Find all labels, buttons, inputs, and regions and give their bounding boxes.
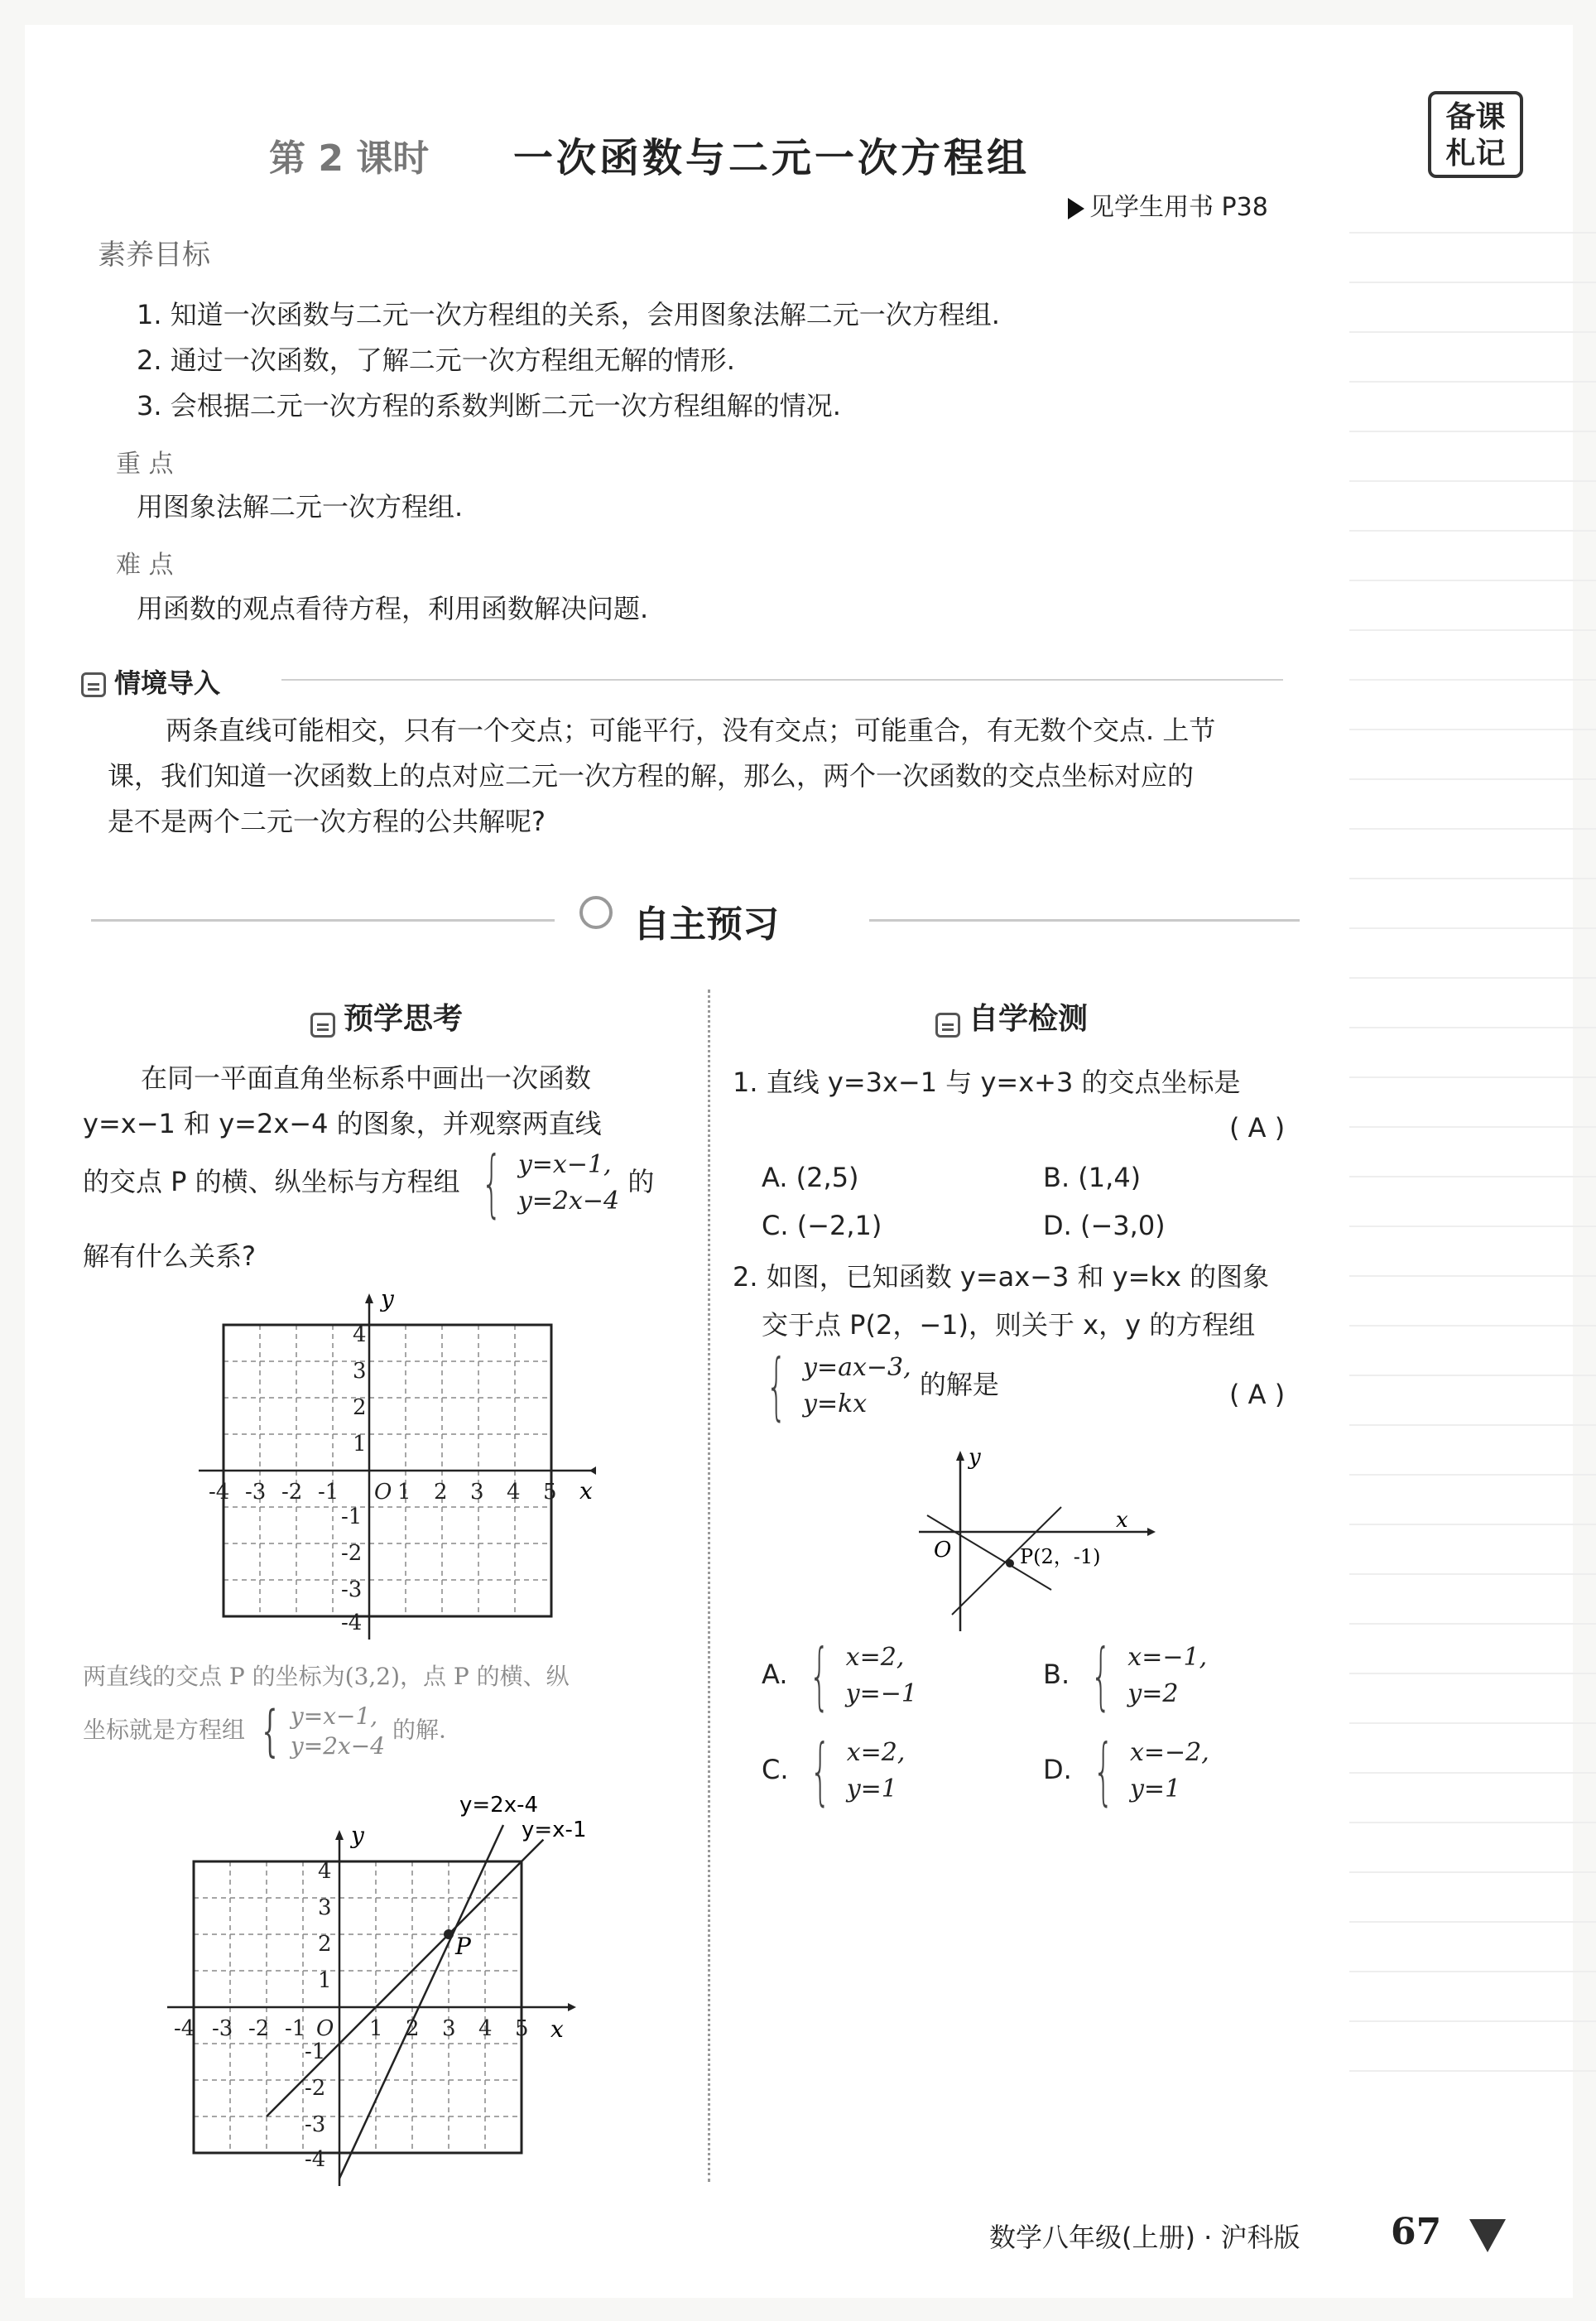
option-label: B. <box>1043 1659 1070 1690</box>
goal-item-1: 1. 知道一次函数与二元一次方程组的关系，会用图象法解二元一次方程组. <box>137 299 1000 330</box>
q2-option-a <box>762 1633 917 1718</box>
x-tick: -1 <box>285 2016 306 2041</box>
y-tick: -2 <box>305 2076 326 2101</box>
right-subtitle <box>935 995 1088 1038</box>
solution-graph <box>132 1789 596 2211</box>
x-tick: 1 <box>369 2016 383 2041</box>
q1-option-d: D. (−3,0) <box>1043 1210 1166 1241</box>
y-tick: 2 <box>353 1395 367 1420</box>
line-label-1: y=2x-4 <box>459 1793 539 1818</box>
x-axis-arrow-icon <box>568 2003 576 2011</box>
corner-arrow-icon <box>1469 2219 1506 2252</box>
x-tick: 5 <box>543 1480 557 1505</box>
column-divider <box>708 990 710 2182</box>
system-eq-1: y=x−1, <box>517 1150 612 1179</box>
y-tick: 1 <box>353 1432 367 1457</box>
answer-line-2a: 坐标就是方程组 <box>83 1716 246 1744</box>
left-question-line-3 <box>83 1140 655 1226</box>
y-tick: 3 <box>353 1359 367 1384</box>
option-eq-2: y=2 <box>1127 1679 1179 1708</box>
system-eq-2: y=2x−4 <box>517 1187 620 1216</box>
y-tick: -3 <box>305 2112 326 2137</box>
x-tick: 4 <box>478 2016 493 2041</box>
y-tick: 3 <box>318 1895 332 1920</box>
y-tick: 4 <box>353 1322 367 1347</box>
lesson-number: 第 2 课时 <box>269 137 430 180</box>
y-tick: 2 <box>318 1932 332 1957</box>
q2-line-3 <box>753 1343 999 1428</box>
equation-system <box>469 1140 620 1226</box>
goals-heading: 素养目标 <box>98 238 210 272</box>
y-axis-label: y <box>381 1285 394 1312</box>
answer-line-2 <box>83 1699 446 1763</box>
x-tick: 2 <box>406 2016 420 2041</box>
x-tick: -2 <box>248 2016 270 2041</box>
notebook-icon <box>310 1013 335 1038</box>
intro-line-3: 是不是两个二元一次方程的公共解呢? <box>108 806 546 837</box>
y-tick: 4 <box>318 1859 332 1884</box>
intro-rule <box>281 679 1283 681</box>
brace-icon: { <box>481 1140 502 1226</box>
x-axis-label: x <box>579 1477 593 1505</box>
y-axis-label: y <box>969 1445 981 1470</box>
q2-option-c <box>762 1728 906 1813</box>
brace-icon: { <box>1090 1633 1112 1718</box>
left-subtitle <box>310 995 463 1038</box>
left-question-line-3a: 的交点 P 的横、纵坐标与方程组 <box>83 1166 460 1197</box>
y-axis-arrow-icon <box>365 1293 373 1303</box>
q1-answer: ( A ) <box>1229 1112 1286 1144</box>
option-label: D. <box>1043 1754 1072 1785</box>
y-tick: -1 <box>305 2039 326 2064</box>
q2-option-b <box>1043 1633 1208 1718</box>
line-label-2: y=x-1 <box>522 1818 587 1842</box>
page-number: 67 <box>1391 2211 1442 2253</box>
goal-item-3: 3. 会根据二元一次方程的系数判断二元一次方程组解的情况. <box>137 390 841 421</box>
x-tick: 5 <box>515 2016 529 2041</box>
page <box>25 25 1573 2298</box>
left-question-line-1: 在同一平面直角坐标系中画出一次函数 <box>141 1062 592 1094</box>
intro-line-2: 课，我们知道一次函数上的点对应二元一次方程的解，那么，两个一次函数的交点坐标对应的 <box>108 760 1195 792</box>
x-tick: -4 <box>209 1480 230 1505</box>
answer-line-2b: 的解. <box>392 1716 446 1744</box>
left-question-line-4: 解有什么关系? <box>83 1240 256 1272</box>
origin-label: O <box>374 1480 392 1505</box>
option-eq-1: x=−2, <box>1129 1738 1209 1767</box>
footer-book-title: 数学八年级(上册) · 沪科版 <box>989 2222 1300 2253</box>
checklist-icon <box>935 1013 960 1038</box>
x-tick: 2 <box>434 1480 448 1505</box>
option-label: A. <box>762 1659 788 1690</box>
q2-answer: ( A ) <box>1229 1379 1286 1410</box>
option-eq-2: y=1 <box>1129 1774 1181 1803</box>
origin-label: O <box>934 1538 952 1563</box>
document-icon <box>81 672 106 697</box>
y-tick: -3 <box>341 1577 363 1602</box>
empty-coordinate-grid <box>166 1275 596 1656</box>
line-y-x-1 <box>267 1840 543 2116</box>
section-title: 自主预习 <box>633 903 779 946</box>
section-bar-right <box>869 919 1300 945</box>
q2-line-3-text: 的解是 <box>919 1369 999 1400</box>
x-axis-label: x <box>550 2015 564 2043</box>
x-tick: -1 <box>318 1480 339 1505</box>
left-subtitle-text: 预学思考 <box>344 1002 464 1036</box>
q1-text: 1. 直线 y=3x−1 与 y=x+3 的交点坐标是 <box>733 1067 1241 1098</box>
y-axis-arrow-icon <box>335 1830 344 1840</box>
y-axis-arrow-icon <box>956 1451 964 1461</box>
q2-equation-system <box>753 1343 911 1428</box>
key-point-heading: 重 点 <box>116 450 174 479</box>
option-eq-2: y=−1 <box>845 1679 917 1708</box>
point-label: P <box>455 1933 471 1960</box>
q1-option-c: C. (−2,1) <box>762 1210 882 1241</box>
option-eq-1: x=2, <box>845 1643 905 1672</box>
intro-heading <box>81 662 220 701</box>
option-eq-1: x=−1, <box>1127 1643 1208 1672</box>
option-eq-1: x=2, <box>846 1738 906 1767</box>
left-question-line-2: y=x−1 和 y=2x−4 的图象，并观察两直线 <box>83 1108 602 1139</box>
intro-line-1: 两条直线可能相交，只有一个交点；可能平行，没有交点；可能重合，有无数个交点. 上节 <box>166 715 1216 746</box>
x-axis-arrow-icon <box>1147 1528 1156 1536</box>
student-book-reference <box>1068 190 1268 225</box>
x-axis-arrow-icon <box>589 1466 596 1475</box>
y-tick: -2 <box>341 1541 363 1566</box>
brace-icon: { <box>810 1728 831 1813</box>
brace-icon: { <box>262 1699 278 1763</box>
line-y-2x-4 <box>339 1825 503 2179</box>
y-tick: -4 <box>341 1611 363 1635</box>
stamp-line-1: 备课 <box>1445 100 1506 134</box>
notes-stamp <box>1428 91 1523 178</box>
goal-item-2: 2. 通过一次函数，了解二元一次方程组无解的情形. <box>137 344 735 376</box>
x-tick: 3 <box>470 1480 484 1505</box>
difficulty-text: 用函数的观点看待方程，利用函数解决问题. <box>137 593 649 624</box>
right-subtitle-text: 自学检测 <box>969 1002 1089 1036</box>
x-tick: 3 <box>442 2016 456 2041</box>
play-triangle-icon <box>1068 198 1084 219</box>
origin-label: O <box>316 2016 334 2041</box>
q2-option-d <box>1043 1728 1209 1813</box>
q2-line-2: 交于点 P(2，−1)，则关于 x，y 的方程组 <box>762 1309 1256 1341</box>
y-tick: -4 <box>305 2147 326 2172</box>
intro-heading-text: 情境导入 <box>114 667 221 699</box>
q2-system-eq-1: y=ax−3, <box>803 1353 911 1382</box>
brace-icon: { <box>1093 1728 1114 1813</box>
point-p-label: P(2，-1) <box>1020 1545 1101 1568</box>
x-tick: -3 <box>212 2016 233 2041</box>
answer-line-1: 两直线的交点 P 的坐标为(3,2)，点 P 的横、纵 <box>83 1663 570 1690</box>
section-bar-left <box>91 919 555 945</box>
stamp-line-2: 札记 <box>1445 137 1506 171</box>
brace-icon: { <box>766 1343 787 1428</box>
difficulty-heading: 难 点 <box>116 551 174 580</box>
left-question-line-3b: 的 <box>627 1166 655 1197</box>
y-tick: 1 <box>318 1968 332 1993</box>
lesson-title: 一次函数与二元一次方程组 <box>513 135 1031 181</box>
option-label: C. <box>762 1754 789 1785</box>
option-eq-2: y=1 <box>846 1774 897 1803</box>
point-p <box>1006 1559 1014 1567</box>
answer-system-eq-2: y=2x−4 <box>290 1732 386 1760</box>
y-tick: -1 <box>341 1505 363 1529</box>
swirl-icon <box>579 896 613 929</box>
key-point-text: 用图象法解二元一次方程组. <box>137 491 464 522</box>
reference-text: 见学生用书 P38 <box>1089 193 1268 222</box>
q1-option-b: B. (1,4) <box>1043 1162 1142 1193</box>
x-axis-label: x <box>1116 1508 1128 1533</box>
x-tick: 4 <box>507 1480 521 1505</box>
intersection-point <box>444 1929 454 1939</box>
q2-system-eq-2: y=kx <box>803 1389 868 1418</box>
q2-graph <box>886 1441 1159 1631</box>
brace-icon: { <box>809 1633 830 1718</box>
x-tick: 1 <box>397 1480 411 1505</box>
answer-system-eq-1: y=x−1, <box>290 1702 378 1730</box>
q1-option-a: A. (2,5) <box>762 1162 859 1193</box>
q2-line-1: 2. 如图，已知函数 y=ax−3 和 y=kx 的图象 <box>733 1261 1270 1293</box>
x-tick: -3 <box>245 1480 267 1505</box>
x-tick: -4 <box>174 2016 195 2041</box>
answer-equation-system <box>252 1699 386 1763</box>
y-axis-label: y <box>351 1822 364 1849</box>
x-tick: -2 <box>281 1480 303 1505</box>
